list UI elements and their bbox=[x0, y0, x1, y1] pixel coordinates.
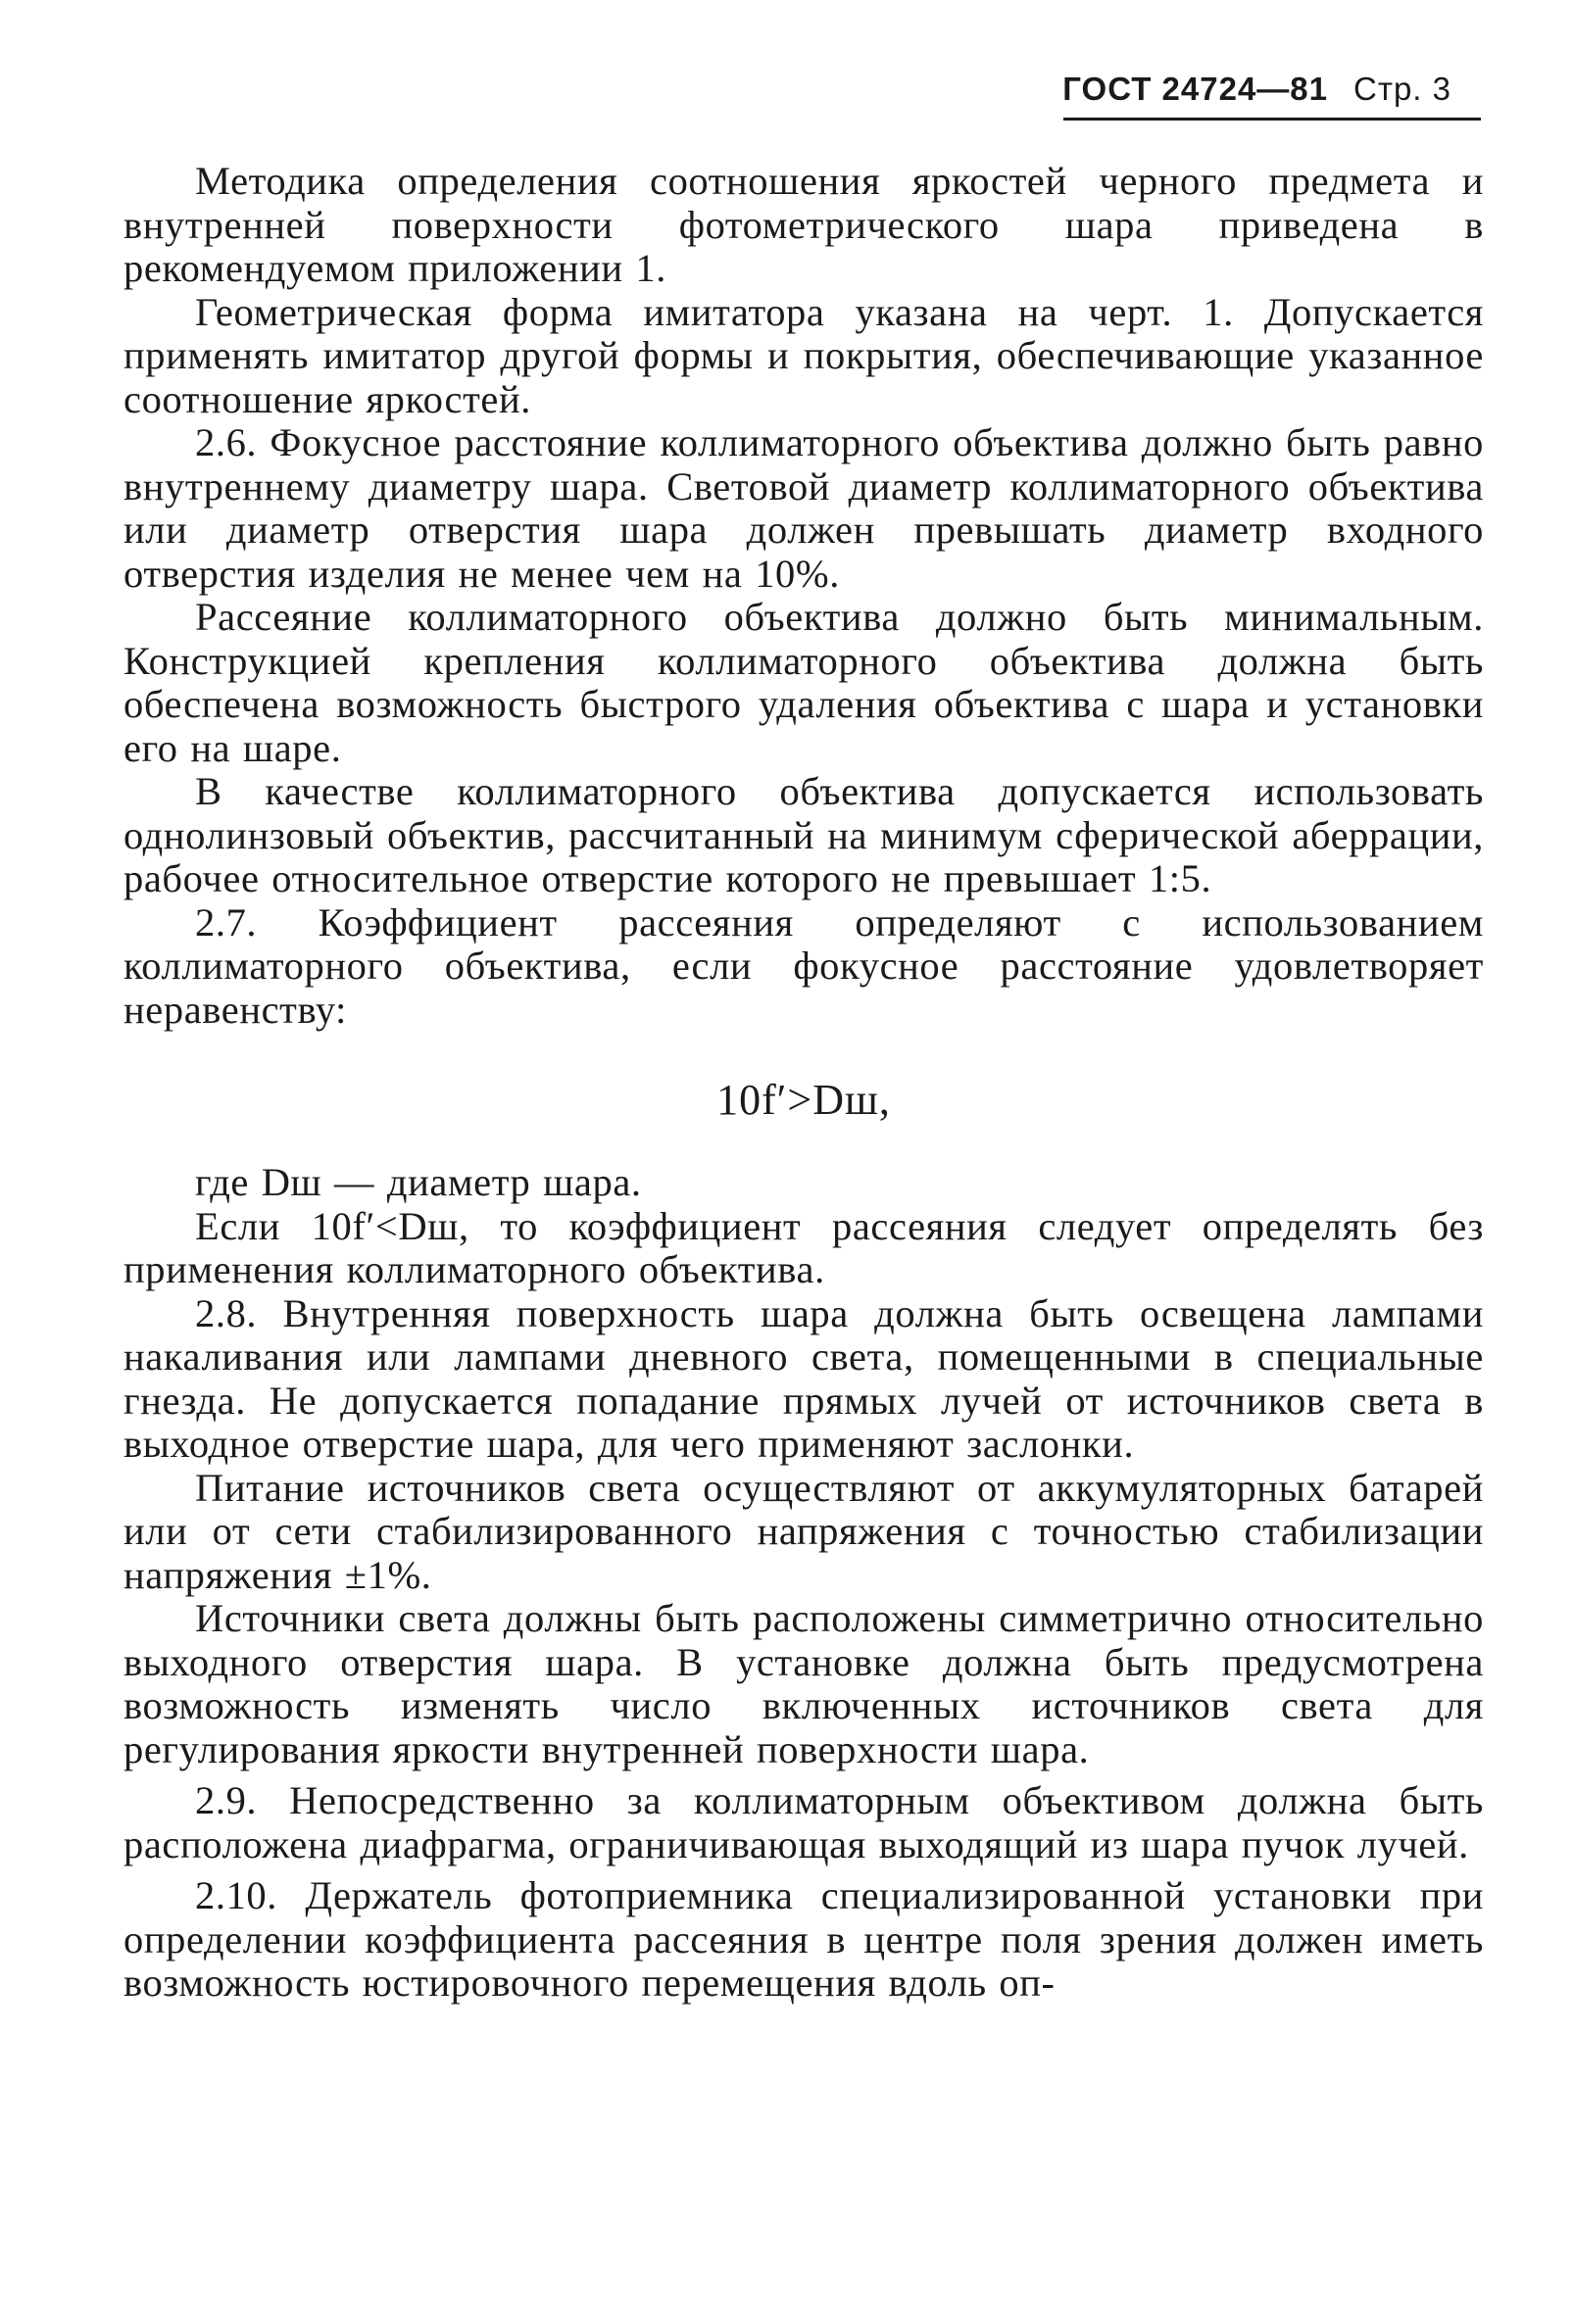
paragraph: 2.9. Непосредственно за коллиматорным объективом должна быть расположена диафрагма, ограничивающая выходящий из шара пучок лучей. bbox=[123, 1778, 1484, 1866]
paragraph: Если 10f′<Dш, то коэффициент рассеяния следует определять без применения коллиматорного объектива. bbox=[123, 1203, 1484, 1291]
paragraph: Рассеяние коллиматорного объектива должно быть минимальным. Конструкцией крепления коллиматорного объектива должна быть обеспечена возможность быстрого удаления объектива с шара и установки его на шаре. bbox=[123, 595, 1484, 770]
page-number: Стр. 3 bbox=[1353, 71, 1451, 107]
standard-number: ГОСТ 24724—81 bbox=[1062, 71, 1328, 107]
paragraph: В качестве коллиматорного объектива допускается использовать однолинзовый объектив, рассчитанный на минимум сферической аберрации, рабочее относительное отверстие которого не превышает 1:5. bbox=[123, 769, 1484, 900]
document-body bbox=[123, 160, 1484, 2006]
paragraph: Питание источников света осуществляют от аккумуляторных батарей или от сети стабилизированного напряжения с точностью стабилизации напряжения ±1%. bbox=[123, 1465, 1484, 1597]
paragraph: 2.7. Коэффициент рассеяния определяют с использованием коллиматорного объектива, если фокусное расстояние удовлетворяет неравенству: bbox=[123, 899, 1484, 1032]
paragraph: Геометрическая форма имитатора указана на черт. 1. Допускается применять имитатор другой формы и покрытия, обеспечивающие указанное соотношение яркостей. bbox=[123, 289, 1484, 421]
paragraph: Источники света должны быть расположены симметрично относительно выходного отверстия шара. В установке должна быть предусмотрена возможность изменять число включенных источников света для регулирования яркости внутренней поверхности шара. bbox=[123, 1596, 1484, 1771]
paragraph: 2.8. Внутренняя поверхность шара должна быть освещена лампами накаливания или лампами дневного света, помещенными в специальные гнезда. Не допускается попадание прямых лучей от источников света в выходное отверстие шара, для чего применяют заслонки. bbox=[123, 1290, 1484, 1466]
where-line: где Dш — диаметр шара. bbox=[195, 1160, 642, 1204]
paragraph: 2.10. Держатель фотоприемника специализированной установки при определении коэффициента рассеяния в центре поля зрения должен иметь возможность юстировочного перемещения вдоль оп- bbox=[123, 1873, 1484, 2005]
page-header bbox=[1062, 71, 1451, 108]
paragraph: 2.6. Фокусное расстояние коллиматорного объектива должно быть равно внутреннему диаметру шара. Световой диаметр коллиматорного объектива или диаметр отверстия шара должен превышать диаметр входного отверстия изделия не менее чем на 10%. bbox=[123, 420, 1484, 596]
header-rule bbox=[1063, 118, 1481, 121]
formula: 10f′>Dш, bbox=[716, 1076, 891, 1124]
paragraph: Методика определения соотношения яркостей черного предмета и внутренней поверхности фотометрического шара приведена в рекомендуемом приложении 1. bbox=[123, 159, 1484, 290]
